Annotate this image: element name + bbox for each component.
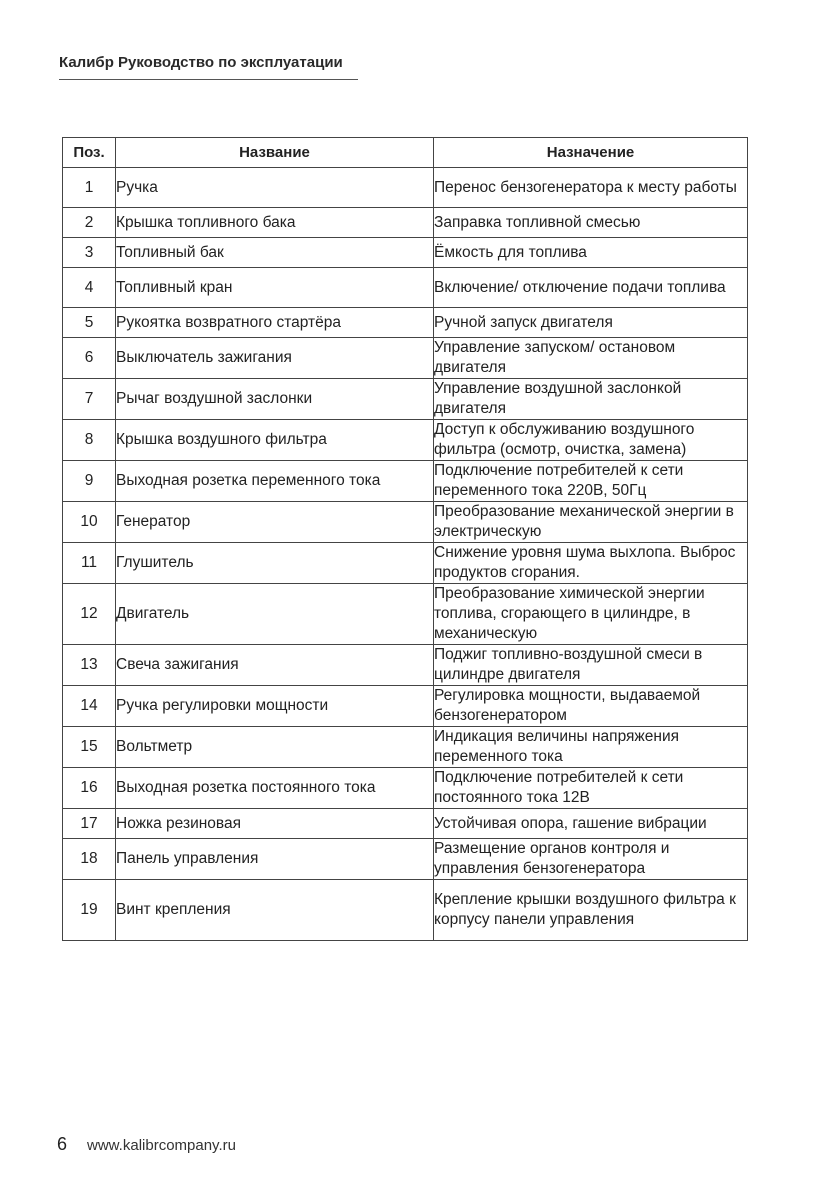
table-row	[63, 268, 748, 308]
page-number: 6	[57, 1134, 68, 1154]
row-name: Крышка топливного бака	[116, 208, 434, 238]
table-row	[63, 308, 748, 338]
row-purpose: Индикация величины напряжения переменного тока	[434, 727, 748, 768]
row-position: 15	[63, 727, 116, 768]
row-position: 2	[63, 208, 116, 238]
table-row	[63, 768, 748, 809]
table-row	[63, 379, 748, 420]
website-link[interactable]: www.kalibrcompany.ru	[87, 1137, 236, 1154]
row-name: Топливный бак	[116, 238, 434, 268]
row-position: 19	[63, 880, 116, 941]
row-position: 10	[63, 502, 116, 543]
row-purpose: Преобразование химической энергии топлива, сгорающего в цилиндре, в механическую	[434, 584, 748, 645]
row-position: 9	[63, 461, 116, 502]
row-position: 6	[63, 338, 116, 379]
table-row	[63, 543, 748, 584]
table-row	[63, 839, 748, 880]
row-position: 8	[63, 420, 116, 461]
table-row	[63, 584, 748, 645]
table-row	[63, 338, 748, 379]
table-row	[63, 645, 748, 686]
row-purpose: Преобразование механической энергии в электрическую	[434, 502, 748, 543]
column-header-position: Поз.	[63, 138, 116, 168]
row-position: 14	[63, 686, 116, 727]
row-purpose: Подключение потребителей к сети постоянного тока 12В	[434, 768, 748, 809]
row-purpose: Доступ к обслуживанию воздушного фильтра (осмотр, очистка, замена)	[434, 420, 748, 461]
row-name: Ручка регулировки мощности	[116, 686, 434, 727]
table-row	[63, 420, 748, 461]
row-name: Генератор	[116, 502, 434, 543]
row-name: Панель управления	[116, 839, 434, 880]
row-purpose: Подключение потребителей к сети переменного тока 220В, 50Гц	[434, 461, 748, 502]
row-purpose: Включение/ отключение подачи топлива	[434, 268, 748, 308]
row-name: Ножка резиновая	[116, 809, 434, 839]
row-name: Винт крепления	[116, 880, 434, 941]
row-name: Рукоятка возвратного стартёра	[116, 308, 434, 338]
row-position: 13	[63, 645, 116, 686]
column-header-name: Название	[116, 138, 434, 168]
parts-table	[62, 137, 748, 941]
table-row	[63, 208, 748, 238]
row-name: Двигатель	[116, 584, 434, 645]
table-row	[63, 238, 748, 268]
row-purpose: Управление воздушной заслонкой двигателя	[434, 379, 748, 420]
row-position: 1	[63, 168, 116, 208]
row-name: Ручка	[116, 168, 434, 208]
row-purpose: Устойчивая опора, гашение вибрации	[434, 809, 748, 839]
row-name: Выходная розетка переменного тока	[116, 461, 434, 502]
table-row	[63, 809, 748, 839]
row-purpose: Поджиг топливно-воздушной смеси в цилиндре двигателя	[434, 645, 748, 686]
row-name: Глушитель	[116, 543, 434, 584]
row-position: 16	[63, 768, 116, 809]
row-purpose: Ёмкость для топлива	[434, 238, 748, 268]
row-name: Выключатель зажигания	[116, 338, 434, 379]
table-row	[63, 727, 748, 768]
row-name: Рычаг воздушной заслонки	[116, 379, 434, 420]
row-position: 18	[63, 839, 116, 880]
row-name: Крышка воздушного фильтра	[116, 420, 434, 461]
row-name: Вольтметр	[116, 727, 434, 768]
table-header-row	[63, 138, 748, 168]
row-position: 17	[63, 809, 116, 839]
row-name: Топливный кран	[116, 268, 434, 308]
row-position: 11	[63, 543, 116, 584]
row-position: 5	[63, 308, 116, 338]
row-name: Свеча зажигания	[116, 645, 434, 686]
table-row	[63, 502, 748, 543]
row-name: Выходная розетка постоянного тока	[116, 768, 434, 809]
table-row	[63, 686, 748, 727]
row-purpose: Крепление крышки воздушного фильтра к корпусу панели управления	[434, 880, 748, 941]
row-purpose: Снижение уровня шума выхлопа. Выброс продуктов сгорания.	[434, 543, 748, 584]
table-row	[63, 880, 748, 941]
row-purpose: Перенос бензогенератора к месту работы	[434, 168, 748, 208]
row-position: 3	[63, 238, 116, 268]
document-header-title: Калибр Руководство по эксплуатации	[59, 54, 358, 80]
row-position: 12	[63, 584, 116, 645]
row-position: 7	[63, 379, 116, 420]
table-row	[63, 168, 748, 208]
page-footer	[57, 1134, 236, 1155]
row-purpose: Размещение органов контроля и управления бензогенератора	[434, 839, 748, 880]
column-header-purpose: Назначение	[434, 138, 748, 168]
row-purpose: Регулировка мощности, выдаваемой бензогенератором	[434, 686, 748, 727]
row-purpose: Ручной запуск двигателя	[434, 308, 748, 338]
row-purpose: Управление запуском/ остановом двигателя	[434, 338, 748, 379]
row-position: 4	[63, 268, 116, 308]
table-row	[63, 461, 748, 502]
row-purpose: Заправка топливной смесью	[434, 208, 748, 238]
